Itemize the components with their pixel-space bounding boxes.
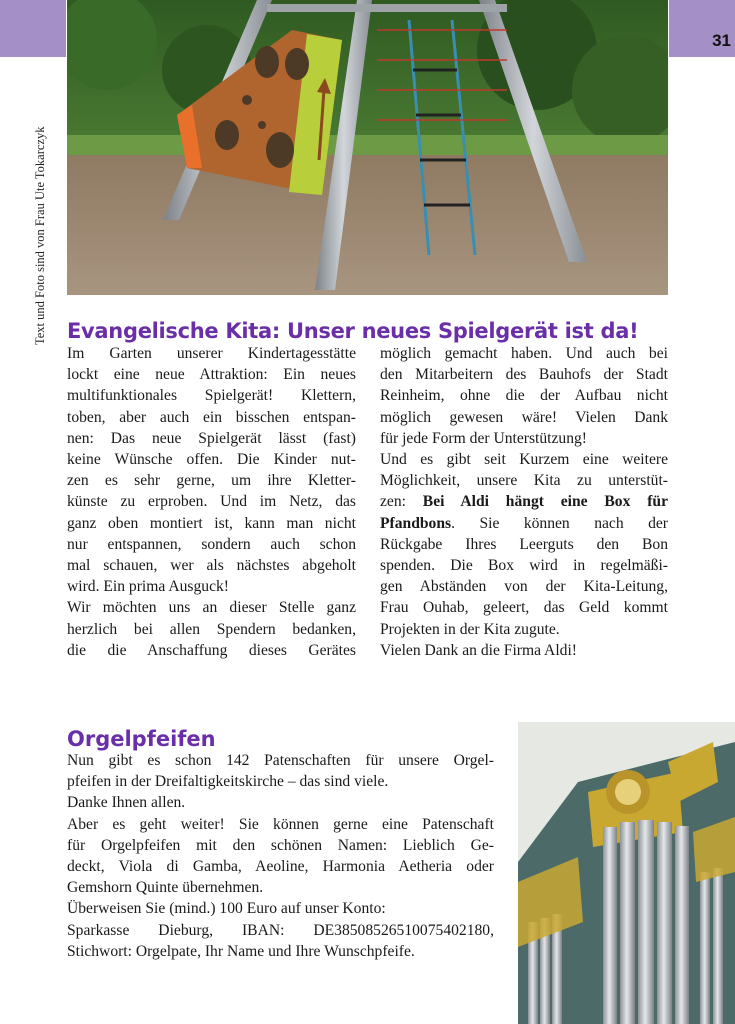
text-line: künste zu erproben. Und im Netz, das (67, 493, 356, 511)
pfandbons-highlight: Pfandbons (380, 514, 452, 532)
playground-photo (67, 0, 668, 295)
text-line: Im Garten unserer Kindertagesstätte (67, 345, 356, 362)
article-orgel-text (67, 750, 494, 962)
text-line: Danke Ihnen allen. (67, 794, 186, 812)
text-line: Überweisen Sie (mind.) 100 Euro auf unser Konto: (67, 900, 386, 918)
text-line: für Orgelpfeifen mit den schönen Namen: Lieblich Ge- (67, 836, 494, 854)
aldi-box-highlight: Bei Aldi hängt eine Box für (422, 493, 668, 511)
page-number: 31 (712, 31, 731, 50)
organ-photo (518, 722, 735, 1024)
text-line: nen: Das neue Spielgerät lässt (fast) (67, 429, 356, 447)
text-line: Und es gibt seit Kurzem eine weitere (380, 451, 668, 469)
text-line: lockt eine neue Attraktion: Ein neues (67, 366, 356, 384)
photo-credit: Text und Foto sind von Frau Ute Tokarczyk (33, 126, 47, 345)
text-line: spenden. Die Box wird in regelmäßi- (380, 557, 668, 575)
text-line: den Mitarbeitern des Bauhofs der Stadt (380, 366, 668, 384)
text-line: deckt, Viola di Gamba, Aeoline, Harmonia Aetheria oder (67, 858, 494, 876)
text-line: mal schauen, wer als nächstes abgeholt (67, 557, 356, 575)
article-kita-column-2 (380, 343, 668, 661)
text-fragment: . Sie können nach der (451, 514, 668, 532)
text-line: pfeifen in der Dreifaltigkeitskirche – das sind viele. (67, 773, 389, 791)
text-line: möglich gewesen wäre! Vielen Dank (380, 408, 668, 426)
text-line: nur entspannen, sondern auch schon (67, 535, 356, 553)
article-title-orgelpfeifen: Orgelpfeifen (67, 727, 216, 752)
text-line-bold (380, 513, 668, 534)
purple-tab-left (0, 0, 66, 57)
text-line: multifunktionales Spielgerät! Klettern, (67, 387, 356, 405)
text-line: ganz oben montiert ist, kann man nicht (67, 514, 356, 532)
text-line: Sparkasse Dieburg, IBAN: DE38508526510075402180, (67, 921, 494, 939)
text-line: Stichwort: Orgelpate, Ihr Name und Ihre Wunschpfeife. (67, 942, 415, 960)
text-line: Gemshorn Quinte übernehmen. (67, 879, 264, 897)
text-line: keine Wünsche offen. Die Kinder nut- (67, 451, 356, 469)
text-line: toben, aber auch ein bisschen entspan- (67, 408, 356, 426)
text-line: Nun gibt es schon 142 Patenschaften für unsere Orgel- (67, 752, 494, 769)
text-line: Frau Ouhab, geleert, das Geld kommt (380, 599, 668, 617)
text-line: Möglichkeit, unsere Kita zu unterstüt- (380, 472, 668, 490)
text-line: Wir möchten uns an dieser Stelle ganz (67, 599, 356, 617)
text-line: Vielen Dank an die Firma Aldi! (380, 641, 577, 659)
text-line: zen es sehr gerne, um ihre Kletter- (67, 472, 356, 490)
text-line: für jede Form der Unterstützung! (380, 429, 587, 447)
text-line: Rückgabe Ihres Leerguts den Bon (380, 535, 668, 553)
text-fragment: zen: (380, 493, 423, 511)
text-line: Aber es geht weiter! Sie können gerne eine Patenschaft (67, 815, 494, 833)
text-line: möglich gemacht haben. Und auch bei (380, 345, 668, 362)
text-line: die die Anschaffung dieses Gerätes (67, 641, 356, 659)
text-line: herzlich bei allen Spendern bedanken, (67, 620, 356, 638)
text-line: Projekten in der Kita zugute. (380, 620, 560, 638)
article-kita-column-1 (67, 343, 356, 661)
text-line: wird. Ein prima Ausguck! (67, 578, 229, 596)
text-line: gen Abständen von der Kita-Leitung, (380, 578, 668, 596)
text-line-bold (380, 491, 668, 512)
article-title-kita: Evangelische Kita: Unser neues Spielgerät ist da! (67, 319, 639, 344)
text-line: Reinheim, ohne die der Aufbau nicht (380, 387, 668, 405)
